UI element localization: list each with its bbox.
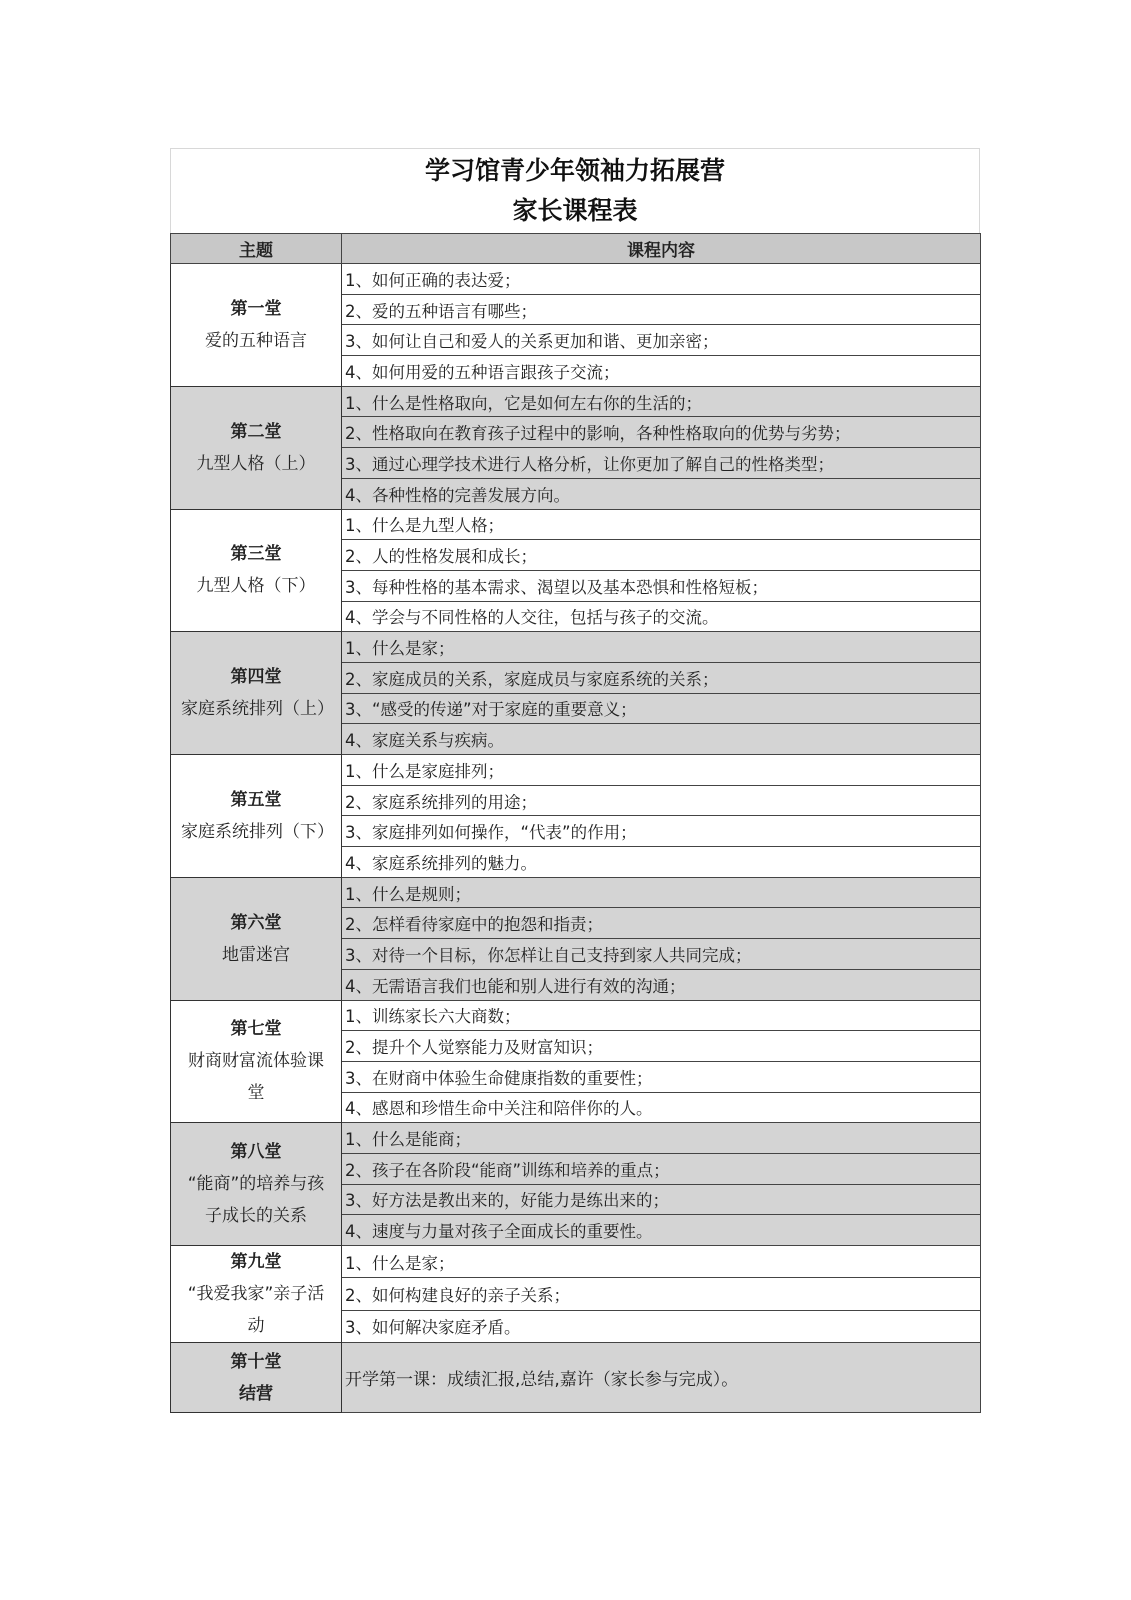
closing-content: 开学第一课：成绩汇报,总结,嘉许（家长参与完成）。 xyxy=(342,1343,981,1413)
lesson-topic-cell xyxy=(171,264,342,387)
table-row xyxy=(171,264,981,295)
header-topic: 主题 xyxy=(171,234,342,264)
course-schedule xyxy=(170,148,980,1413)
lesson-content-item: 1、什么是性格取向，它是如何左右你的生活的； xyxy=(342,386,981,417)
lesson-name: “我爱我家”亲子活动 xyxy=(187,1284,325,1336)
lesson-content-item: 3、好方法是教出来的，好能力是练出来的； xyxy=(342,1184,981,1215)
lesson-content-item: 4、各种性格的完善发展方向。 xyxy=(342,478,981,509)
lesson-number: 第三堂 xyxy=(230,544,282,565)
lesson-number: 第一堂 xyxy=(230,298,282,319)
lesson-content-item: 1、什么是家； xyxy=(342,632,981,663)
lesson-content-item: 1、什么是九型人格； xyxy=(342,509,981,540)
lesson-content-item: 2、家庭成员的关系，家庭成员与家庭系统的关系； xyxy=(342,662,981,693)
table-row xyxy=(171,1343,981,1413)
table-row xyxy=(171,1246,981,1278)
table-header-row xyxy=(171,234,981,264)
lesson-content-item: 1、什么是家； xyxy=(342,1246,981,1278)
lesson-topic-cell xyxy=(171,1000,342,1123)
lesson-content-item: 4、感恩和珍惜生命中关注和陪伴你的人。 xyxy=(342,1092,981,1123)
lesson-number: 第四堂 xyxy=(230,667,282,688)
lesson-topic-cell xyxy=(171,755,342,878)
lesson-number: 第七堂 xyxy=(230,1019,282,1040)
lesson-number: 第五堂 xyxy=(230,789,282,810)
lesson-content-item: 1、什么是规则； xyxy=(342,877,981,908)
lesson-content-item: 1、训练家长六大商数； xyxy=(342,1000,981,1031)
lesson-name: “能商”的培养与孩子成长的关系 xyxy=(187,1174,325,1227)
lesson-content-item: 3、如何解决家庭矛盾。 xyxy=(342,1310,981,1342)
lesson-content-item: 2、怎样看待家庭中的抱怨和指责； xyxy=(342,908,981,939)
lesson-content-item: 3、通过心理学技术进行人格分析，让你更加了解自己的性格类型； xyxy=(342,448,981,479)
lesson-name: 家庭系统排列（上） xyxy=(181,699,334,720)
table-row xyxy=(171,1123,981,1154)
title-block xyxy=(170,148,980,233)
lesson-name: 财商财富流体验课堂 xyxy=(188,1051,324,1104)
lesson-topic-cell xyxy=(171,1343,342,1413)
lesson-name: 爱的五种语言 xyxy=(205,330,307,351)
lesson-content-item: 2、爱的五种语言有哪些； xyxy=(342,294,981,325)
document-title: 学习馆青少年领袖力拓展营 xyxy=(424,156,725,185)
lesson-name: 九型人格（上） xyxy=(196,453,316,474)
lesson-topic-cell xyxy=(171,1123,342,1246)
lesson-content-item: 4、如何用爱的五种语言跟孩子交流； xyxy=(342,356,981,387)
lesson-name: 九型人格（下） xyxy=(196,576,316,597)
lesson-content-item: 2、性格取向在教育孩子过程中的影响，各种性格取向的优势与劣势； xyxy=(342,417,981,448)
table-row xyxy=(171,632,981,663)
lesson-number: 第二堂 xyxy=(230,421,282,442)
lesson-content-item: 4、家庭系统排列的魅力。 xyxy=(342,847,981,878)
lesson-content-item: 1、什么是家庭排列； xyxy=(342,755,981,786)
table-row xyxy=(171,509,981,540)
lesson-content-item: 1、如何正确的表达爱； xyxy=(342,264,981,295)
lesson-content-item: 2、提升个人觉察能力及财富知识； xyxy=(342,1031,981,1062)
lesson-name: 地雷迷宫 xyxy=(222,944,290,965)
lesson-number: 第八堂 xyxy=(230,1142,282,1163)
lesson-content-item: 2、孩子在各阶段“能商”训练和培养的重点； xyxy=(342,1153,981,1184)
lesson-content-item: 2、如何构建良好的亲子关系； xyxy=(342,1278,981,1310)
lesson-topic-cell xyxy=(171,1246,342,1343)
table-row xyxy=(171,877,981,908)
lesson-content-item: 2、人的性格发展和成长； xyxy=(342,540,981,571)
lesson-topic-cell xyxy=(171,386,342,509)
schedule-table xyxy=(170,233,981,1413)
lesson-content-item: 3、对待一个目标，你怎样让自己支持到家人共同完成； xyxy=(342,939,981,970)
lesson-number: 第十堂 xyxy=(230,1351,282,1372)
table-row xyxy=(171,755,981,786)
lesson-content-item: 3、在财商中体验生命健康指数的重要性； xyxy=(342,1061,981,1092)
lesson-content-item: 3、家庭排列如何操作，“代表”的作用； xyxy=(342,816,981,847)
header-content: 课程内容 xyxy=(342,234,981,264)
lesson-number: 第九堂 xyxy=(230,1252,282,1272)
lesson-name: 家庭系统排列（下） xyxy=(181,821,334,842)
lesson-content-item: 4、无需语言我们也能和别人进行有效的沟通； xyxy=(342,969,981,1000)
lesson-content-item: 2、家庭系统排列的用途； xyxy=(342,785,981,816)
document-subtitle: 家长课程表 xyxy=(512,196,638,225)
lesson-content-item: 1、什么是能商； xyxy=(342,1123,981,1154)
lesson-content-item: 4、家庭关系与疾病。 xyxy=(342,724,981,755)
table-row xyxy=(171,386,981,417)
lesson-topic-cell xyxy=(171,877,342,1000)
lesson-name: 结营 xyxy=(239,1383,273,1404)
lesson-content-item: 4、学会与不同性格的人交往，包括与孩子的交流。 xyxy=(342,601,981,632)
lesson-content-item: 3、如何让自己和爱人的关系更加和谐、更加亲密； xyxy=(342,325,981,356)
lesson-number: 第六堂 xyxy=(230,912,282,933)
table-row xyxy=(171,1000,981,1031)
table-body xyxy=(171,264,981,1413)
lesson-topic-cell xyxy=(171,509,342,632)
lesson-content-item: 3、每种性格的基本需求、渴望以及基本恐惧和性格短板； xyxy=(342,570,981,601)
lesson-topic-cell xyxy=(171,632,342,755)
lesson-content-item: 4、速度与力量对孩子全面成长的重要性。 xyxy=(342,1215,981,1246)
lesson-content-item: 3、“感受的传递”对于家庭的重要意义； xyxy=(342,693,981,724)
